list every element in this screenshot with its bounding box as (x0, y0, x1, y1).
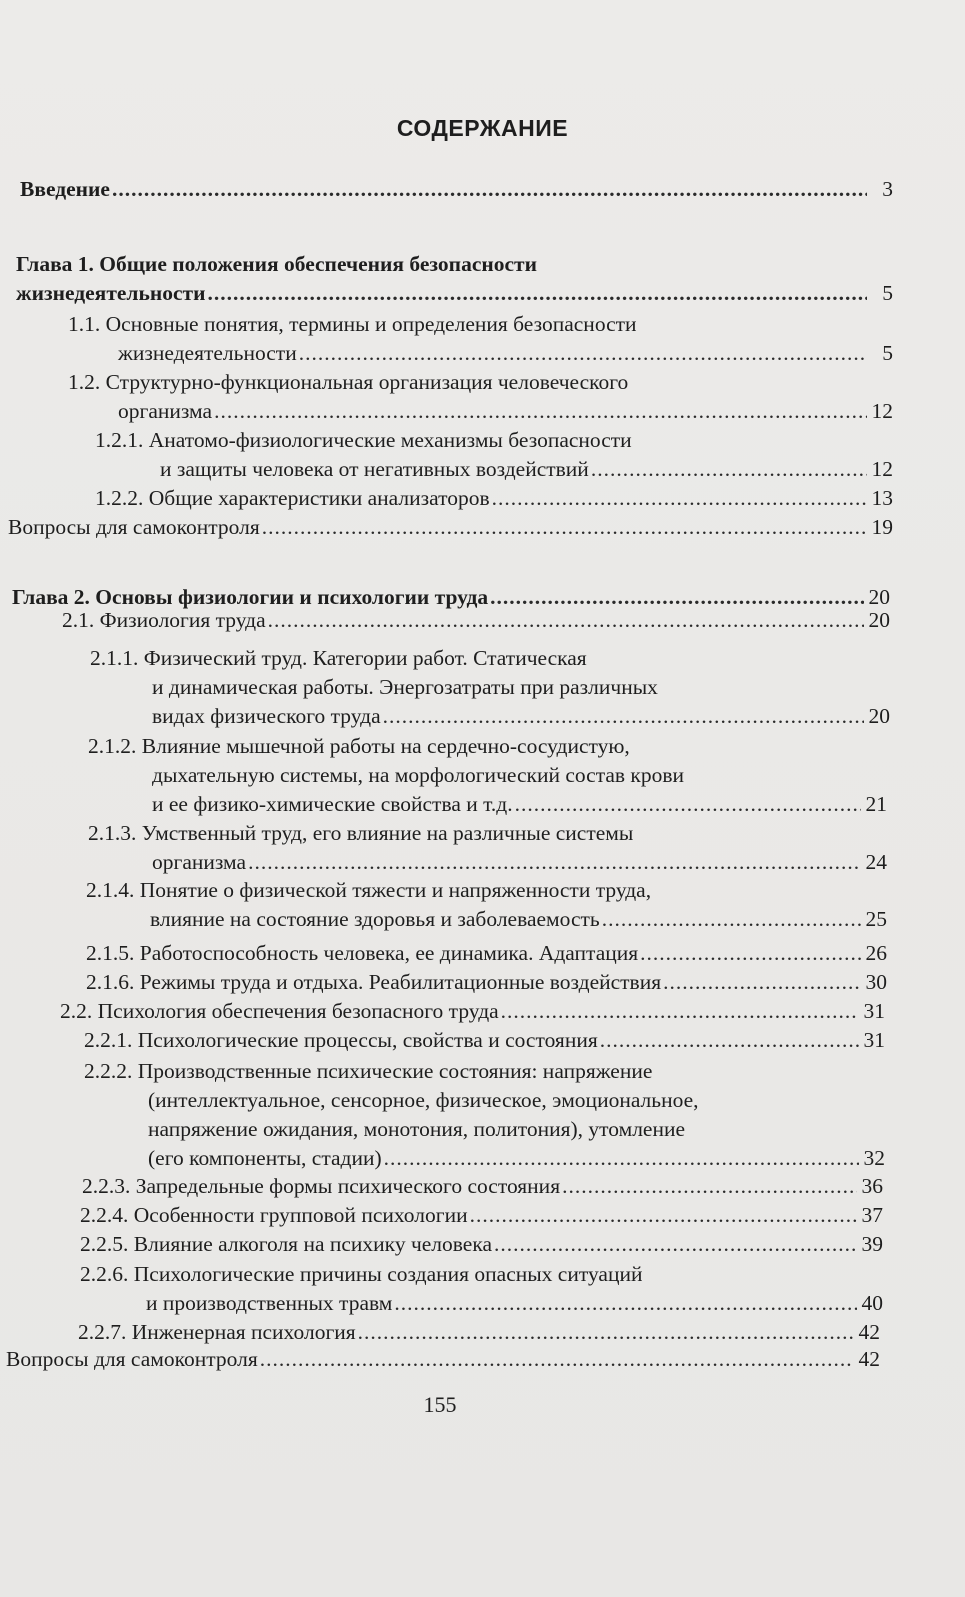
toc-entry-text: 1.2. Структурно-функциональная организация человеческого (68, 370, 629, 394)
toc-page-number: 31 (863, 1028, 885, 1052)
toc-entry-text: влияние на состояние здоровья и заболеваемость (150, 907, 600, 931)
dot-leader (494, 1230, 857, 1259)
toc-page-number: 32 (863, 1146, 885, 1170)
toc-entry-text: 2.2.6. Психологические причины создания опасных ситуаций (80, 1262, 643, 1286)
toc-entry-text: 2.2.4. Особенности групповой психологии (80, 1203, 468, 1227)
toc-entry-text: Введение (20, 177, 110, 201)
toc-entry-text: напряжение ожидания, монотония, политония), утомление (148, 1117, 686, 1141)
toc-entry (6, 1345, 880, 1374)
dot-leader (112, 175, 867, 204)
dot-leader (384, 1144, 859, 1173)
toc-page-number: 31 (863, 999, 885, 1023)
toc-entry (20, 175, 893, 204)
dot-leader (640, 939, 861, 968)
toc-entry (86, 876, 887, 934)
dot-leader (262, 513, 867, 542)
toc-entry-text: 2.1. Физиология труда (62, 608, 266, 632)
toc-entry (8, 513, 893, 542)
toc-entry-text: и защиты человека от негативных воздействий (160, 457, 589, 481)
toc-page-number: 37 (861, 1203, 883, 1227)
toc-entry (84, 1026, 885, 1055)
toc-entry-text: Вопросы для самоконтроля (8, 515, 260, 539)
toc-page-number: 25 (865, 907, 887, 931)
toc-entry-text: 2.1.6. Режимы труда и отдыха. Реабилитационные воздействия (86, 970, 662, 994)
toc-page-number: 19 (871, 515, 893, 539)
toc-entry-text: Глава 2. Основы физиологии и психологии труда (12, 585, 489, 609)
toc-entry (88, 732, 887, 819)
dot-leader (591, 455, 867, 484)
toc-entry-text: 2.2.1. Психологические процессы, свойства и состояния (84, 1028, 598, 1052)
toc-entry-text: 2.1.3. Умственный труд, его влияние на различные системы (88, 821, 634, 845)
page-number: 155 (423, 1392, 457, 1417)
toc-entry (80, 1260, 883, 1318)
toc-title: СОДЕРЖАНИЕ (396, 115, 569, 141)
toc-page-number: 39 (861, 1232, 883, 1256)
toc-entry (80, 1230, 883, 1259)
dot-leader (248, 848, 861, 877)
toc-entry (84, 1057, 885, 1173)
dot-leader (562, 1172, 857, 1201)
toc-entry (95, 484, 893, 513)
toc-entry (82, 1172, 883, 1201)
toc-entry-text: 2.1.4. Понятие о физической тяжести и напряженности труда, (86, 878, 652, 902)
toc-entry-text: и ее физико-химические свойства и т.д. (152, 792, 513, 816)
dot-leader (268, 606, 864, 635)
toc-entry-text: 2.2.7. Инженерная психология (78, 1320, 356, 1344)
toc-page-number: 5 (882, 341, 893, 365)
toc-entry-text: 1.2.2. Общие характеристики анализаторов (95, 486, 490, 510)
toc-entry-text: 2.2.2. Производственные психические состояния: напряжение (84, 1059, 653, 1083)
toc-entry-text: видах физического труда (152, 704, 381, 728)
dot-leader (358, 1318, 854, 1347)
toc-entry-text: 2.1.2. Влияние мышечной работы на сердечно-сосудистую, (88, 734, 630, 758)
toc-entry (80, 1201, 883, 1230)
toc-entry-text: жизнедеятельности (16, 281, 206, 305)
toc-page-number: 3 (882, 177, 893, 201)
toc-page-number: 20 (868, 608, 890, 632)
toc-entry (86, 939, 887, 968)
toc-entry-text: дыхательную системы, на морфологический состав крови (152, 763, 685, 787)
toc-page-number: 12 (871, 399, 893, 423)
toc-entry (88, 819, 887, 877)
toc-entry-text: 2.2. Психология обеспечения безопасного труда (60, 999, 499, 1023)
toc-entry-text: 2.2.5. Влияние алкоголя на психику человека (80, 1232, 493, 1256)
toc-entry-text: организма (118, 399, 213, 423)
toc-entry (68, 368, 893, 426)
dot-leader (515, 790, 861, 819)
toc-entry-text: 2.1.5. Работоспособность человека, ее динамика. Адаптация (86, 941, 639, 965)
toc-page-number: 20 (868, 585, 890, 609)
toc-entry-text: Вопросы для самоконтроля (6, 1347, 258, 1371)
toc-page-number: 26 (865, 941, 887, 965)
toc-page-number: 40 (861, 1291, 883, 1315)
toc-page-number: 30 (865, 970, 887, 994)
dot-leader (383, 702, 864, 731)
toc-page-number: 42 (858, 1320, 880, 1344)
dot-leader (470, 1201, 857, 1230)
toc-page-number: 21 (865, 792, 887, 816)
dot-leader (260, 1345, 854, 1374)
toc-entry (90, 644, 890, 731)
dot-leader (299, 339, 867, 368)
toc-entry-text: (интеллектуальное, сенсорное, физическое, эмоциональное, (148, 1088, 699, 1112)
toc-page-number: 5 (882, 281, 893, 305)
toc-entry-text: 1.1. Основные понятия, термины и определения безопасности (68, 312, 637, 336)
toc-entry-text: Глава 1. Общие положения обеспечения безопасности (16, 252, 537, 276)
toc-page-number: 24 (865, 850, 887, 874)
toc-entry (78, 1318, 880, 1347)
toc-page-number: 36 (861, 1174, 883, 1198)
toc-entry (86, 968, 887, 997)
toc-entry-text: и динамическая работы. Энергозатраты при различных (152, 675, 658, 699)
dot-leader (207, 279, 867, 308)
toc-entry-text: 1.2.1. Анатомо-физиологические механизмы безопасности (95, 428, 632, 452)
toc-entry (95, 426, 893, 484)
toc-entry (68, 310, 893, 368)
toc-entry-text: организма (152, 850, 247, 874)
toc-page-number: 42 (858, 1347, 880, 1371)
toc-page-number: 20 (868, 704, 890, 728)
dot-leader (602, 905, 861, 934)
toc-entry-text: жизнедеятельности (118, 341, 297, 365)
toc-entry (62, 606, 890, 635)
toc-page-number: 12 (871, 457, 893, 481)
toc-entry (16, 250, 893, 308)
toc-entry-text: 2.2.3. Запредельные формы психического состояния (82, 1174, 561, 1198)
dot-leader (600, 1026, 859, 1055)
dot-leader (501, 997, 859, 1026)
toc-entry-text: и производственных травм (146, 1291, 393, 1315)
dot-leader (214, 397, 867, 426)
dot-leader (492, 484, 867, 513)
dot-leader (663, 968, 861, 997)
toc-entry-text: 2.1.1. Физический труд. Категории работ. Статическая (90, 646, 587, 670)
toc-entry (60, 997, 885, 1026)
dot-leader (394, 1289, 857, 1318)
toc-page-number: 13 (871, 486, 893, 510)
toc-entry-text: (его компоненты, стадии) (148, 1146, 382, 1170)
